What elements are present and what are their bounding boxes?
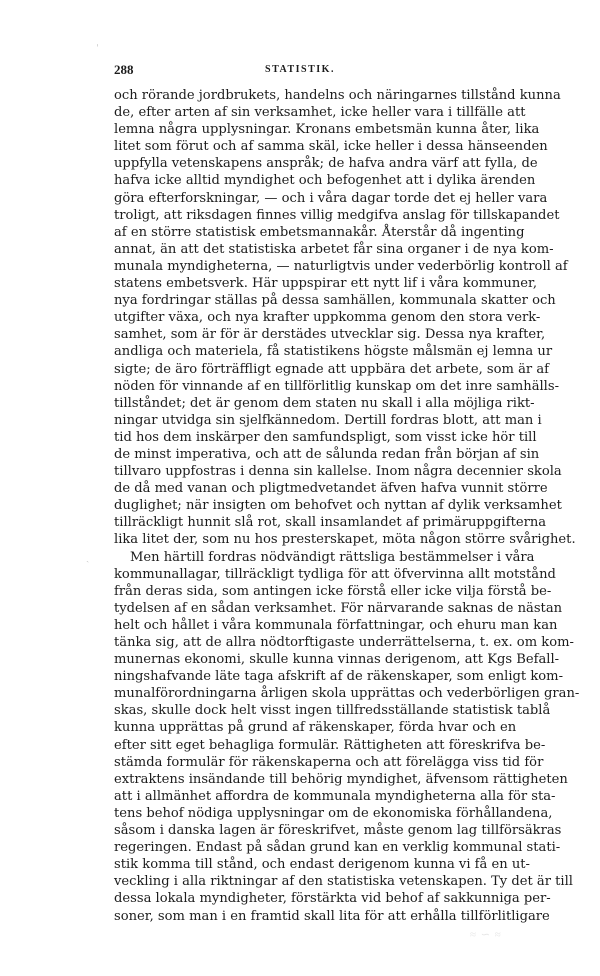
text-line: från deras sida, som antingen icke förstå eller icke vilja förstå be-	[114, 583, 552, 599]
text-line: munernas ekonomi, skulle kunna vinnas derigenom, att Kgs Befall-	[114, 652, 560, 668]
text-line: kunna upprättas på grund af räkenskaper, förda hvar och en	[114, 720, 517, 736]
text-line: litet som förut och af samma skäl, icke heller i dessa hänseenden	[114, 139, 548, 155]
text-line: de minst imperativa, och att de sålunda redan från början af sin	[114, 446, 540, 462]
text-line: lemna några upplysningar. Kronans embetsmän kunna åter, lika	[114, 122, 540, 138]
text-line: att i allmänhet affordra de kommunala myndigheterna alla för sta-	[114, 788, 556, 804]
text-line: stämda formulär för räkenskaperna och att förelägga viss tid för	[114, 754, 544, 770]
text-line: hafva icke alltid myndighet och befogenhet att i dylika ärenden	[114, 173, 536, 189]
faded-library-stamp: ≈ ∽ ≈	[470, 929, 502, 941]
text-line: dessa lokala myndigheter, förstärkta vid behof af sakkunniga per-	[114, 891, 551, 907]
text-line: nöden för vinnande af en tillförlitlig kunskap om det inre samhälls-	[114, 378, 560, 394]
text-line: utgifter växa, och nya krafter uppkomma genom den stora verk-	[114, 310, 541, 326]
text-line: veckling i alla riktningar af den statistiska vetenskapen. Ty det är till	[114, 874, 573, 890]
text-line: tänka sig, att de allra nödtorftigaste underrättelserna, t. ex. om kom-	[114, 635, 574, 650]
text-line: troligt, att riksdagen finnes villig medgifva anslag för tillskapandet	[114, 207, 560, 223]
text-line: de, efter arten af sin verksamhet, icke heller vara i tillfälle att	[114, 105, 526, 121]
text-line: tillvaro uppfostras i denna sin kallelse. Inom några decennier skola	[114, 464, 562, 480]
text-line: stik komma till stånd, och endast derigenom kunna vi få en ut-	[114, 857, 530, 873]
text-line: tens behof nödiga upplysningar om de ekonomiska förhållandena,	[114, 805, 553, 821]
text-line: sigte; de äro förträffligt egnade att uppbära det arbete, som är af	[114, 361, 549, 377]
text-line: tid hos dem inskärper den samfundspligt, som visst icke hör till	[114, 429, 537, 445]
text-line: Men härtill fordras nödvändigt rättsliga bestämmelser i våra	[130, 549, 535, 565]
text-line: nya fordringar ställas på dessa samhällen, kommunala skatter och	[114, 293, 556, 309]
paper-speck: ˎ	[86, 552, 90, 563]
body-text	[114, 87, 580, 925]
text-line: lika litet der, som nu hos presterskapet, möta någon större svårighet.	[114, 532, 576, 548]
text-line: kommunallagar, tillräckligt tydliga för att öfvervinna allt motstånd	[114, 566, 556, 582]
page-header	[104, 62, 496, 78]
text-line: göra efterforskningar, — och i våra dagar torde det ej heller vara	[114, 190, 548, 206]
text-line: helt och hållet i våra kommunala författningar, och ehuru man kan	[114, 617, 558, 633]
text-line: skas, skulle dock helt visst ingen tillfredsställande statistisk tablå	[114, 703, 551, 719]
text-line: af en större statistisk embetsmannakår. Återstår då ingenting	[114, 224, 525, 240]
text-line: och rörande jordbrukets, handelns och näringarnes tillstånd kunna	[114, 88, 561, 103]
running-title: STATISTIK.	[265, 64, 335, 75]
text-line: munalförordningarna årligen skola upprättas och vederbörligen gran-	[114, 686, 580, 702]
text-line: ningar utvidga sin sjelfkännedom. Dertill fordras blott, att man i	[114, 412, 542, 428]
text-line: regeringen. Endast på sådan grund kan en verklig kommunal stati-	[114, 840, 561, 856]
text-line: soner, som man i en framtid skall lita för att erhålla tillförlitligare	[114, 908, 550, 924]
text-line: tydelsen af en sådan verksamhet. För närvarande saknas de nästan	[114, 600, 563, 616]
text-line: tillståndet; det är genom dem staten nu skall i alla möjliga rikt-	[114, 395, 535, 411]
text-line: efter sitt eget behagliga formulär. Rättigheten att föreskrifva be-	[114, 737, 546, 753]
text-line: extraktens insändande till behörig myndighet, äfvensom rättigheten	[114, 771, 568, 787]
text-line: andliga och materiela, få statistikens högste målsmän ej lemna ur	[114, 344, 553, 360]
text-line: såsom i danska lagen är föreskrifvet, måste genom lag tillförsäkras	[114, 823, 562, 839]
paper-speck: ˈ	[96, 44, 99, 55]
text-line: samhet, som är för är derstädes utvecklar sig. Dessa nya krafter,	[114, 327, 546, 343]
text-line: annat, än att det statistiska arbetet får sina organer i de nya kom-	[114, 241, 554, 257]
text-line: uppfylla vetenskapens anspråk; de hafva andra värf att fylla, de	[114, 156, 538, 172]
text-line: ningshafvande läte taga afskrift af de räkenskaper, som enligt kom-	[114, 669, 564, 685]
text-line: munala myndigheterna, — naturligtvis under vederbörlig kontroll af	[114, 258, 568, 274]
text-line: de då med vanan och pligtmedvetandet äfven hafva vunnit större	[114, 481, 548, 497]
text-line: duglighet; när insigten om behofvet och nyttan af dylik verksamhet	[114, 498, 562, 514]
text-line: statens embetsverk. Här uppspirar ett nytt lif i våra kommuner,	[114, 276, 538, 292]
text-line: tillräckligt hunnit slå rot, skall insamlandet af primäruppgifterna	[114, 515, 547, 531]
page-number: 288	[114, 62, 134, 77]
